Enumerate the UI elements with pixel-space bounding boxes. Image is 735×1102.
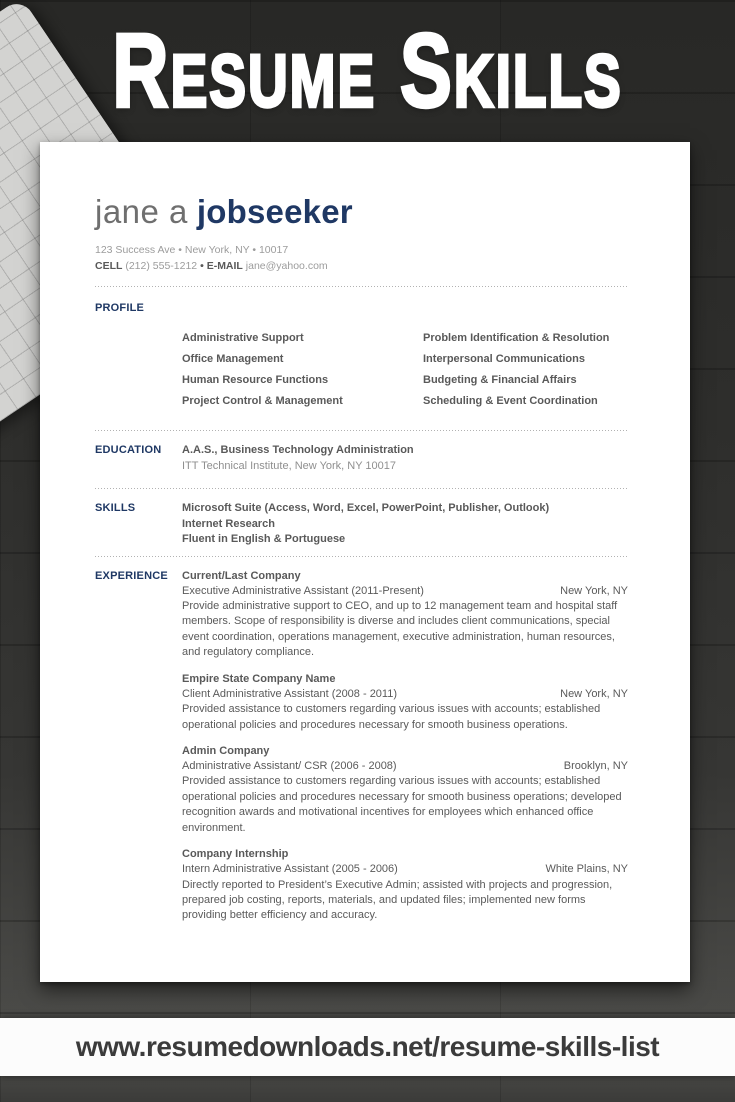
job-company: Current/Last Company [182, 569, 301, 582]
job-entry [182, 569, 628, 661]
skill-item: Fluent in English & Portuguese [182, 533, 346, 545]
address-line: 123 Success Ave • New York, NY • 10017 [95, 244, 289, 256]
job-title-line [182, 584, 628, 600]
profile-skill: Office Management [182, 353, 284, 365]
banner-title: Resume Skills [112, 9, 623, 129]
education-degree: A.A.S., Business Technology Administration [182, 444, 414, 456]
job-description: Provide administrative support to CEO, and up to 12 management team and hospital staff members. Scope of responsibility is diverse and includes client communications, special event coordination, operations management, executive administration, human resources, and regulatory compliance. [182, 600, 618, 659]
profile-skill-columns [182, 328, 628, 412]
skill-item: Microsoft Suite (Access, Word, Excel, PowerPoint, Publisher, Outlook) [182, 502, 550, 514]
candidate-name [95, 192, 628, 239]
education-school: ITT Technical Institute, New York, NY 10017 [182, 459, 397, 472]
email-label: E-MAIL [206, 260, 243, 272]
footer-url-text: www.resumedownloads.net/resume-skills-list [75, 1031, 660, 1062]
job-location: New York, NY [560, 687, 628, 700]
profile-skill: Interpersonal Communications [423, 353, 585, 365]
contact-line [95, 258, 628, 274]
banner [0, 0, 735, 140]
experience-section-label: EXPERIENCE [95, 569, 168, 582]
cell-number: (212) 555-1212 [125, 260, 198, 272]
job-location: White Plains, NY [545, 863, 628, 876]
profile-skill: Scheduling & Event Coordination [423, 395, 598, 407]
skills-section [95, 501, 628, 548]
dotted-divider [95, 556, 628, 557]
education-section-content [182, 443, 628, 474]
job-entry [182, 744, 628, 836]
profile-section [95, 301, 628, 412]
profile-skill: Human Resource Functions [182, 374, 329, 386]
resume-header [95, 192, 628, 274]
job-title: Executive Administrative Assistant (2011-Present) [182, 584, 424, 597]
profile-skill-column-left [182, 328, 423, 412]
job-location: New York, NY [560, 584, 628, 597]
job-company: Empire State Company Name [182, 672, 336, 685]
job-title-line [182, 687, 628, 703]
job-description: Provided assistance to customers regarding various issues with accounts; established operational policies and procedures necessary for smooth business operations; developed recognition awards and motivational incentives for employees which enhanced office environment. [182, 775, 622, 834]
skill-item: Internet Research [182, 517, 275, 530]
candidate-last-name: jobseeker [196, 193, 353, 230]
email-address: jane@yahoo.com [245, 260, 328, 272]
contact-separator: • [200, 260, 204, 272]
experience-section [95, 569, 628, 935]
profile-skill: Administrative Support [182, 332, 304, 344]
profile-skill: Project Control & Management [182, 395, 343, 407]
profile-skill: Budgeting & Financial Affairs [423, 374, 577, 386]
dotted-divider [95, 430, 628, 431]
education-section [95, 443, 628, 474]
education-section-label: EDUCATION [95, 444, 162, 456]
job-location: Brooklyn, NY [563, 759, 628, 772]
cell-label: CELL [95, 260, 123, 272]
footer-bar [0, 1018, 735, 1076]
job-title-line [182, 759, 628, 775]
candidate-first-name: jane a [95, 193, 188, 230]
profile-section-label: PROFILE [95, 302, 145, 314]
job-entry [182, 672, 628, 733]
job-title-line [182, 862, 628, 878]
job-entry [182, 847, 628, 924]
job-company: Company Internship [182, 848, 289, 861]
job-title: Client Administrative Assistant (2008 - 2011) [182, 687, 398, 700]
profile-skill: Problem Identification & Resolution [423, 332, 610, 344]
dotted-divider [95, 488, 628, 489]
job-company: Admin Company [182, 744, 270, 757]
skills-section-label: SKILLS [95, 502, 136, 514]
skills-section-content [182, 501, 628, 548]
dotted-divider [95, 286, 628, 287]
job-title: Intern Administrative Assistant (2005 - 2006) [182, 863, 398, 876]
resume-page [40, 142, 690, 982]
job-description: Directly reported to President’s Executive Admin; assisted with projects and progression, prepared job costing, reports, materials, and updated files; implemented new forms providing better efficiency and accuracy. [182, 878, 613, 922]
job-title: Administrative Assistant/ CSR (2006 - 2008) [182, 759, 397, 772]
profile-skill-column-right [423, 328, 609, 412]
profile-section-content [182, 301, 628, 412]
experience-section-content [182, 569, 628, 935]
job-description: Provided assistance to customers regarding various issues with accounts; established operational policies and procedures necessary for smooth business operations. [182, 703, 601, 731]
